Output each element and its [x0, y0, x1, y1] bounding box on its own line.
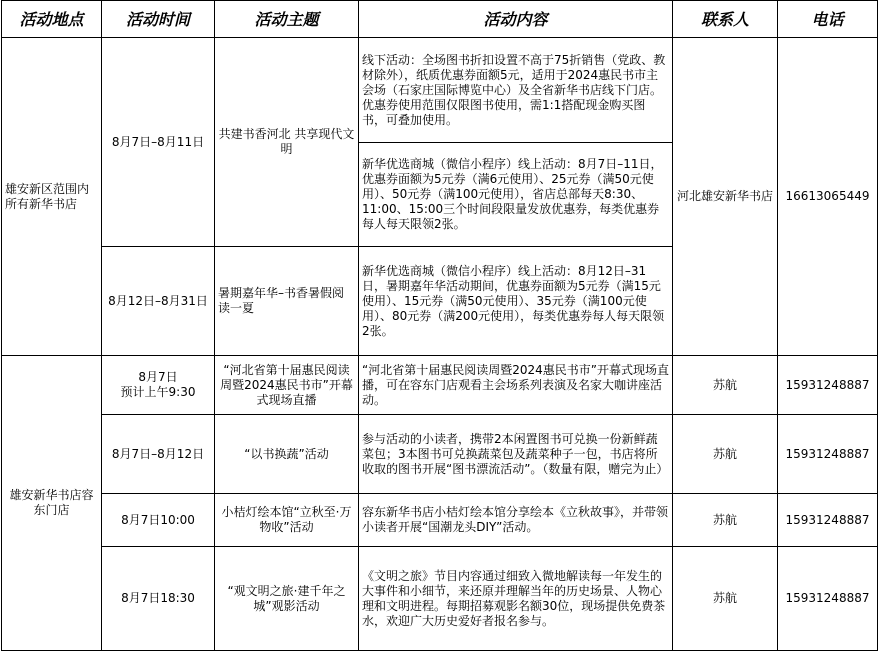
phone-cell: 15931248887 — [778, 415, 878, 494]
table-row — [2, 38, 878, 143]
location-cell: 雄安新华书店容东门店 — [2, 356, 102, 651]
table-row — [2, 547, 878, 651]
content-cell: 新华优选商城（微信小程序）线上活动：8月12日–31日，暑期嘉年华活动期间，优惠券面额为5元券（满15元使用）、15元券（满50元使用）、35元券（满100元使用）、80元券（满200元使用），每类优惠券每人每天限领2张。 — [359, 247, 673, 356]
time-cell: 8月7日18:30 — [102, 547, 215, 651]
phone-cell: 15931248887 — [778, 356, 878, 415]
phone-cell: 15931248887 — [778, 547, 878, 651]
theme-cell: 暑期嘉年华–书香暑假阅读一夏 — [215, 247, 359, 356]
content-cell: 容东新华书店小桔灯绘本馆分享绘本《立秋故事》，并带领小读者开展“国潮龙头DIY”活动。 — [359, 494, 673, 547]
theme-cell: “河北省第十届惠民阅读周暨2024惠民书市”开幕式现场直播 — [215, 356, 359, 415]
contact-cell: 苏航 — [673, 494, 778, 547]
theme-cell: “观文明之旅·建千年之城”观影活动 — [215, 547, 359, 651]
content-cell: 《文明之旅》节目内容通过细致入微地解读每一年发生的大事件和小细节，来还原并理解当年的历史场景、人物心理和文明进程。每期招募观影名额30位，现场提供免费茶水，欢迎广大历史爱好者报名参与。 — [359, 547, 673, 651]
contact-cell: 苏航 — [673, 547, 778, 651]
header-phone: 电话 — [778, 1, 878, 38]
header-time: 活动时间 — [102, 1, 215, 38]
contact-cell: 苏航 — [673, 415, 778, 494]
time-cell: 8月12日–8月31日 — [102, 247, 215, 356]
header-theme: 活动主题 — [215, 1, 359, 38]
table-row — [2, 415, 878, 494]
table-row — [2, 494, 878, 547]
time-cell: 8月7日–8月11日 — [102, 38, 215, 247]
content-cell: 新华优选商城（微信小程序）线上活动：8月7日–11日，优惠券面额为5元券（满6元使用）、25元券（满50元使用）、50元券（满100元使用），省店总部每天8:30、11:00、15:00三个时间段限量发放优惠券，每类优惠券每人每天限领2张。 — [359, 143, 673, 247]
time-cell: 8月7日10:00 — [102, 494, 215, 547]
content-cell: 线下活动：全场图书折扣设置不高于75折销售（党政、教材除外），纸质优惠券面额5元，适用于2024惠民书市主会场（石家庄国际博览中心）及全省新华书店线下门店。优惠券使用范围仅限图书使用，需1:1搭配现金购买图书，可叠加使用。 — [359, 38, 673, 143]
phone-cell: 15931248887 — [778, 494, 878, 547]
theme-cell: 小桔灯绘本馆“立秋至·万物收”活动 — [215, 494, 359, 547]
time-cell: 8月7日 预计上午9:30 — [102, 356, 215, 415]
content-cell: “河北省第十届惠民阅读周暨2024惠民书市”开幕式现场直播，可在容东门店观看主会场系列表演及名家大咖讲座活动。 — [359, 356, 673, 415]
contact-cell: 苏航 — [673, 356, 778, 415]
header-row — [2, 1, 878, 38]
location-cell: 雄安新区范围内所有新华书店 — [2, 38, 102, 356]
header-location: 活动地点 — [2, 1, 102, 38]
header-contact: 联系人 — [673, 1, 778, 38]
phone-cell: 16613065449 — [778, 38, 878, 356]
theme-cell: “以书换蔬”活动 — [215, 415, 359, 494]
contact-cell: 河北雄安新华书店 — [673, 38, 778, 356]
table-row — [2, 356, 878, 415]
time-cell: 8月7日–8月12日 — [102, 415, 215, 494]
activity-table — [1, 0, 878, 651]
header-content: 活动内容 — [359, 1, 673, 38]
content-cell: 参与活动的小读者，携带2本闲置图书可兑换一份新鲜蔬菜包；3本图书可兑换蔬菜包及蔬菜种子一包，书店将所收取的图书开展“图书漂流活动”。（数量有限，赠完为止） — [359, 415, 673, 494]
theme-cell: 共建书香河北 共享现代文明 — [215, 38, 359, 247]
